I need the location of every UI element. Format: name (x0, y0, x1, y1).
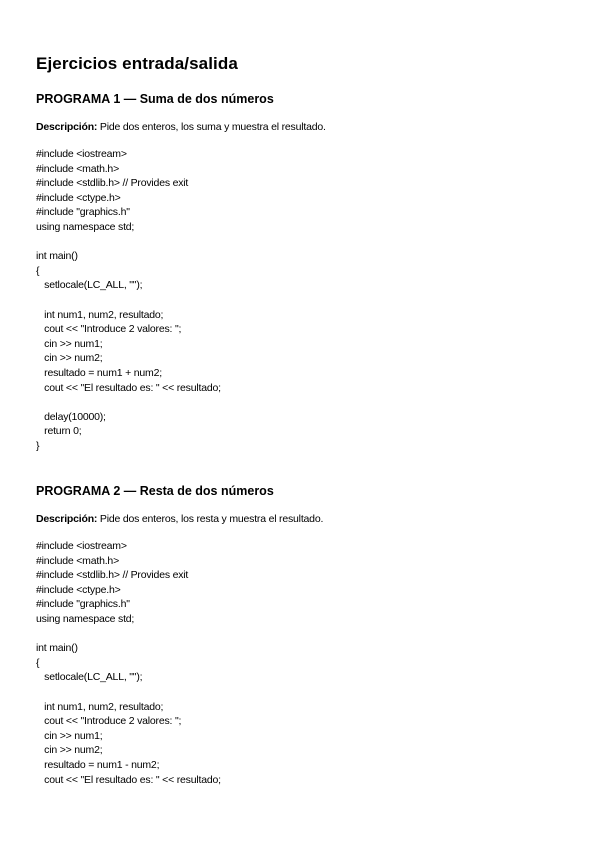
code-line: cout << "El resultado es: " << resultado; (36, 381, 221, 394)
code-line: { (36, 264, 40, 277)
code-line: resultado = num1 + num2; (36, 366, 162, 379)
code-line: int num1, num2, resultado; (36, 308, 164, 321)
code-line: delay(10000); (36, 410, 106, 423)
code-line: cin >> num1; (36, 729, 103, 742)
code-line: #include <ctype.h> (36, 583, 121, 596)
code-line (36, 627, 221, 642)
program-2-title: PROGRAMA 2 — Resta de dos números (36, 484, 274, 498)
code-line: cout << "Introduce 2 valores: "; (36, 715, 182, 728)
code-line: setlocale(LC_ALL, ""); (36, 671, 143, 684)
document-title: Ejercicios entrada/salida (36, 54, 238, 73)
code-line: cin >> num2; (36, 352, 103, 365)
code-line: resultado = num1 - num2; (36, 758, 160, 771)
code-line: #include <iostream> (36, 148, 127, 160)
program-1-description-text: Pide dos enteros, los suma y muestra el resultado. (97, 121, 326, 133)
code-line: using namespace std; (36, 220, 135, 233)
code-line: int main() (36, 642, 78, 655)
code-line: { (36, 656, 40, 669)
program-2-description-text: Pide dos enteros, los resta y muestra el resultado. (97, 513, 324, 525)
code-line: int num1, num2, resultado; (36, 700, 164, 713)
code-line: cout << "El resultado es: " << resultado; (36, 773, 221, 786)
code-line: using namespace std; (36, 612, 135, 625)
program-1-description (36, 121, 326, 133)
code-line: cout << "Introduce 2 valores: "; (36, 323, 182, 336)
program-2-description-label: Descripción: (36, 513, 98, 525)
code-line: cin >> num1; (36, 337, 103, 350)
code-line: return 0; (36, 425, 82, 438)
code-line: #include <ctype.h> (36, 191, 121, 204)
code-line: } (36, 439, 40, 452)
code-line: setlocale(LC_ALL, ""); (36, 279, 143, 292)
code-line: #include "graphics.h" (36, 206, 130, 219)
code-line: cin >> num2; (36, 744, 103, 757)
code-line (36, 685, 221, 700)
code-line: #include <math.h> (36, 554, 119, 567)
code-line: #include <iostream> (36, 540, 127, 552)
code-line (36, 293, 221, 308)
program-1-title: PROGRAMA 1 — Suma de dos números (36, 92, 274, 106)
code-line: #include "graphics.h" (36, 598, 130, 611)
program-2-description (36, 513, 323, 525)
code-line (36, 235, 221, 250)
code-line: int main() (36, 250, 78, 263)
code-line: #include <stdlib.h> // Provides exit (36, 569, 189, 582)
code-line: #include <stdlib.h> // Provides exit (36, 177, 189, 190)
code-line (36, 395, 221, 410)
program-1-code (36, 147, 221, 453)
program-2-code (36, 539, 221, 787)
code-line: #include <math.h> (36, 162, 119, 175)
program-1-description-label: Descripción: (36, 121, 98, 133)
